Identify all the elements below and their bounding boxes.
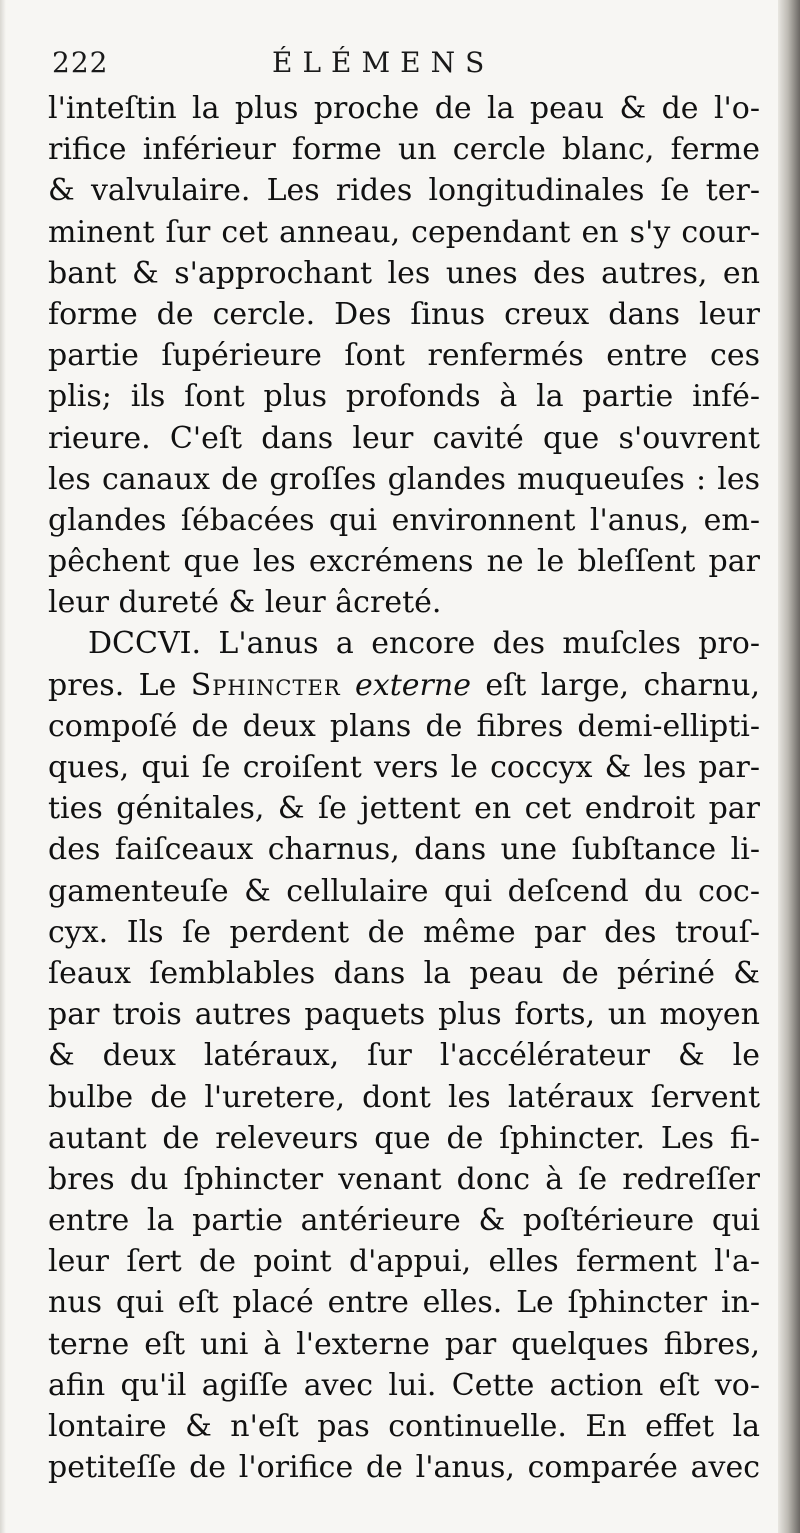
externe-term: externe [340,667,471,703]
text-line: autant de releveurs que de ſphincter. Les fi- [48,1120,760,1156]
text-line: pêchent que les excrémens ne le bleſſent par [48,544,760,580]
text-line: rieure. C'eſt dans leur cavité que s'ouvrent [48,420,760,456]
text-line: forme de cercle. Des ſinus creux dans leur [48,296,760,332]
text-line: leur dureté & leur âcreté. [48,585,442,621]
page-left-edge [0,0,6,1533]
text-line: bant & s'approchant les unes des autres, en [48,255,760,291]
text-line: minent ſur cet anneau, cependant en s'y cour- [48,214,760,250]
sphincter-term: Sphincter [190,667,341,703]
text-line: gamenteuſe & cellulaire qui deſcend du coc- [48,873,760,909]
text-line: les canaux de groſſes glandes muqueuſes : les [48,461,760,497]
text-line: plis; ils ſont plus profonds à la partie infé- [48,379,760,415]
text-line: glandes ſébacées qui environnent l'anus, em- [48,502,760,538]
text-run: eſt large, charnu, [470,667,760,703]
text-line: ſeaux ſemblables dans la peau de périné & [48,955,760,991]
text-line: rifice inférieur forme un cercle blanc, ferme [48,132,760,168]
text-line: par trois autres paquets plus forts, un moyen [48,997,760,1033]
text-line: compoſé de deux plans de fibres demi-ellipti- [48,708,760,744]
text-line: des faiſceaux charnus, dans une ſubſtance li- [48,832,760,868]
text-line: & valvulaire. Les rides longitudinales ſe ter- [48,173,760,209]
text-line: lontaire & n'eſt pas continuelle. En effet la [48,1409,760,1444]
text-line: & deux latéraux, ſur l'accélérateur & le [48,1038,760,1074]
text-line: nus qui eſt placé entre elles. Le ſphincter in- [48,1285,760,1321]
text-line: ques, qui ſe croiſent vers le coccyx & les par- [48,750,760,785]
body-text [48,88,760,1488]
text-line: terne eſt uni à l'externe par quelques fibres, [48,1326,760,1362]
text-line: cyx. Ils ſe perdent de même par des trouſ- [48,914,760,950]
running-head [52,46,752,86]
text-line: bulbe de l'uretere, dont les latéraux ſervent [48,1079,760,1115]
text-line: l'inteſtin la plus proche de la peau & de l'o- [48,91,760,126]
text-line: bres du ſphincter venant donc à ſe redreſſer [48,1161,760,1197]
text-line: petiteſſe de l'orifice de l'anus, comparée avec [48,1450,760,1486]
text-line: leur ſert de point d'appui, elles ferment l'a- [48,1244,760,1280]
text-line: afin qu'il agiſſe avec lui. Cette action eſt vo- [48,1367,760,1403]
text-line: ties génitales, & ſe jettent en cet endroit par [48,791,760,827]
text-line: partie ſupérieure ſont renfermés entre ces [48,338,760,374]
running-title: ÉLÉMENS [272,46,495,79]
page-number: 222 [52,46,109,79]
text-run: pres. Le [48,667,191,703]
text-line-mixed [48,665,760,706]
page-gutter-shadow [778,0,800,1533]
text-line: entre la partie antérieure & poſtérieure qui [48,1203,760,1239]
paragraph-lead-line: DCCVI. L'anus a encore des muſcles pro- [88,626,760,662]
